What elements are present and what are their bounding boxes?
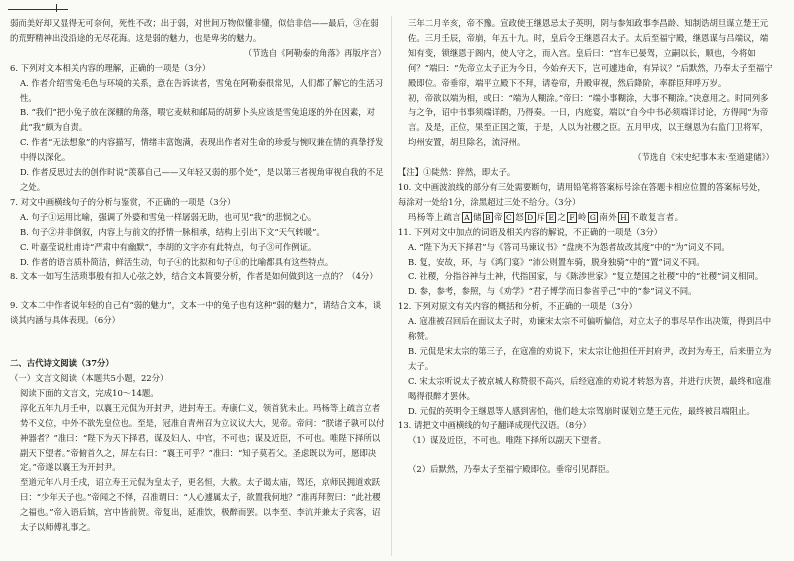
q10-char: 南: [599, 211, 609, 222]
q10-char: 敢复言者。: [639, 211, 684, 222]
q10-char: 斥: [536, 211, 546, 222]
q10-char: 不: [630, 211, 640, 222]
q7-option-a: A. 句子①运用比喻，强调了外婆和雪兔一样孱弱无助，也可见“我”的悲悯之心。: [20, 211, 317, 222]
classical-paragraph-3: 三年二月辛亥，帝不豫。宣政使王继恩忌太子英明，阴与参知政事李昌龄、知制诰胡旦谋立楚王元佐。三月壬辰，帝崩，年五十九。时，皇后令王继恩召太子。太后至福宁殿，继恩谋与吕端议，端知有变，锁继恩于阁内，使人守之，而入宫。皇后曰：“宫车已晏驾，立嗣以长，顺也，今将如何？”端曰：“先帝立太子正为今日，今始弃天下，岂可遽违命，有异议？”后默然，乃奉太子至福宁殿即位。帝垂帘，端平立殿下不拜，请卷帘，升殿审视，然后降阶，率群臣拜呼万岁。: [408, 18, 773, 88]
q10-box-e[interactable]: E: [548, 212, 555, 222]
annotation-note: 【注】①陡然：猝然，即太子。: [398, 167, 516, 178]
q10-char: 岭: [578, 211, 587, 222]
q10-box-f[interactable]: F: [569, 212, 576, 222]
source-citation: （节选自《阿勒泰的角落》再版序言）: [243, 47, 386, 58]
q10-box-c[interactable]: C: [505, 212, 513, 222]
q10-char: 储: [473, 211, 483, 222]
q10-char: 之: [557, 211, 567, 222]
question-8-stem: 8. 文本一如写生活琐事般有扣人心弦之妙，结合文本简要分析，作者是如何做到这一点的？（4分）: [10, 271, 378, 282]
q6-option-d: D. 作者反思过去的创作时说“羡慕自己——又年轻又弱的那个处”，是以第三者视角审视自我的不足之处。: [20, 167, 384, 192]
section-title-classical: 二、古代诗文阅读（37分）: [10, 358, 114, 369]
q6-option-b: B. “我们”把小兔子放在深棚的角落，喂它麦麸和邮局的胡萝卜头应该是雪兔追逐的外在因素，对此“我”颇为自责。: [20, 107, 376, 133]
q10-punctuation-line: [398, 210, 774, 225]
q10-char: 外: [608, 211, 618, 222]
q10-char: 帝: [494, 211, 503, 222]
q10-char: 言: [452, 211, 462, 222]
q6-option-a: A. 作者介绍雪兔毛色与环境的关系，意在告诉读者，雪兔在阿勒泰很常见，人们都了解它的生活习性。: [20, 77, 384, 103]
classical-paragraph-4: 初，帝欲以端为相，或曰：“端为人糊涂。”帝曰：“端小事糊涂，大事不糊涂。”决意用之。时同列多与之争，诏中书事须端详酌，乃得奏。一日，内庭宴，端以“自今中书必须端详讨论，方得闻”为帝言。及是，正位，果至正国之策，于是，人以为社稷之臣。五月甲戌，以王继恩为右监门卫将军，均州安置，胡旦除名，流浔州。: [408, 92, 769, 148]
q11-option-b: B. 复，安故，环，与《鸿门宴》“沛公则置车骑，脱身独骑”中的“置”词义不同。: [408, 256, 705, 267]
q10-char: 怒: [515, 211, 525, 222]
q10-box-g[interactable]: G: [589, 212, 597, 222]
q7-option-b: B. 句子②并非倒叙，内容上与前文的抒情一脉相承，结构上引出下文“天气转暖”。: [20, 226, 325, 237]
right-column: [398, 16, 774, 477]
left-column: [10, 16, 386, 535]
source-citation-2: （节选自《宋史纪事本末·至道建储》）: [633, 152, 774, 163]
question-13-stem: 13. 请把文中画横线的句子翻译成现代汉语。（8分）: [398, 420, 591, 431]
q11-option-a: A. “陛下为天下择君”与《答司马谏议书》“盘庚不为怨者故改其度”中的“为”词义不同。: [408, 241, 730, 252]
subsection-title: （一）文言文阅读（本题共5小题，22分）: [10, 373, 169, 384]
q10-box-b[interactable]: B: [485, 212, 492, 222]
question-11-stem: 11. 下列对文中加点的词语及相关内容的解说，不正确的一项是（3分）: [398, 226, 663, 237]
answer-space-13-1: [398, 448, 774, 462]
top-rule: [0, 0, 794, 14]
question-7-stem: 7. 对文中画横线句子的分析与鉴赏，不正确的一项是（3分）: [10, 196, 236, 207]
classical-paragraph-1: 淳化五年九月壬申，以襄王元侃为开封尹，进封寿王。寿康仁义，领首犹未止。玛杨等上疏言立者势不义位，中外不欲先皇位也。至是，冠准自青州召为立议议大大，见帝。帝问：“朕诸子孰可以付神器者？”准曰：“陛下为天下择君，谋及妇人、中官，不可也；谋及近臣，不可也。唯陛下择所以副天下望者。”帝俯首久之，屏左右曰：“襄王可乎？”准曰：“知子莫若父。圣虑既以为可，愿即决定。”帝遂以襄王为开封尹。: [20, 402, 385, 473]
answer-space-8: [10, 284, 386, 298]
q11-option-c: C. 社稷，分指谷神与土神，代指国家，与《陈涉世家》“复立楚国之社稷”中的“社稷”词义相同。: [408, 271, 764, 282]
q10-box-h[interactable]: H: [620, 212, 628, 222]
rule-line: [8, 9, 68, 10]
answer-space-9: [10, 328, 386, 356]
question-10-stem: 10. 文中画波浪线的部分有三处需要断句，请用铅笔将答案标号涂在答题卡相应位置的答案标号处，每涂对一处给1分，涂黑超过三处不给分。（3分）: [398, 181, 766, 207]
q12-option-c: C. 宋太宗听说太子被京城人称赞很不高兴，后经寇准的劝说才转怒为喜，并进行庆贺，最终和寇准喝得很醉才罢休。: [408, 375, 772, 401]
reading-instruction: 阅读下面的文言文，完成10～14题。: [20, 387, 159, 398]
q7-option-d: D. 作者的语言质朴简洁，鲜活生动，句子④的比拟和句子①的比喻都具有这些特点。: [20, 256, 334, 267]
question-12-stem: 12. 下列对原文有关内容的概括和分析，不正确的一项是（3分）: [398, 301, 638, 312]
q11-option-d: D. 参，参考，参照，与《劝学》“君子博学而日参省乎己”中的“参”词义不同。: [408, 286, 697, 297]
q10-box-a[interactable]: A: [464, 212, 471, 222]
q12-option-d: D. 元侃的英明令王继恩等人感到害怕，他们趁太宗驾崩时谋划立楚王元佐，最终被吕端阻止。: [408, 405, 755, 416]
q12-option-a: A. 寇准被召回后在面议太子时，劝谏宋太宗不可偏听偏信，对立太子的事尽早作出决策，得到吕中称赞。: [408, 316, 772, 342]
question-6-stem: 6. 下列对文本相关内容的理解，正确的一项是（3分）: [10, 62, 211, 73]
question-9-stem: 9. 文本二中作者说年轻的自己有“弱的魅力”，文本一中的兔子也有这种“弱的魅力”，请结合文本，谈谈其内涵与具体表现。（6分）: [10, 300, 382, 326]
q6-option-c: C. 作者“无法想象”的内容描写，情绪丰富饱满，表现出作者对生命的珍爱与惋叹兼在情的真挚抒发中得以深化。: [20, 137, 384, 163]
classical-paragraph-2: 至道元年八月壬戌，诏立寿王元侃为皇太子，更名恒，大赦。太子谒太庙，驾还，京师民拥道欢跃曰：“少年天子也。”帝闻之不怿，召准谓曰：“人心遽属太子，欲置我何地？”准再拜贺曰：“此社稷之福也。”帝入语后嫔，宫中皆前贺。帝复出，延准饮，极醉而罢。以李至、李沆并兼太子宾客，诏太子以师傅礼事之。: [20, 477, 381, 533]
q13-item-2: （2）后默然，乃奉太子至福宁殿即位。垂帘引见群臣。: [408, 464, 615, 475]
q12-option-b: B. 元侃是宋太宗的第三子，在寇准的劝说下，宋太宗让他担任开封府尹，改封为寿王，后来册立为太子。: [408, 345, 772, 371]
passage-tail: 弱而美好却又显得无可奈何，死性不改；出于弱，对世间万物似懂非懂，似信非信——最后，③在弱的荒野精神出没沿途的无尽花海。这是弱的魅力，也是卑劣的魅力。: [10, 18, 379, 43]
q10-box-d[interactable]: D: [527, 212, 534, 222]
q10-line-start: 玛杨等上疏: [408, 211, 453, 222]
column-divider: [391, 16, 392, 556]
q7-option-c: C. 叶嘉莹说杜甫诗“严肃中有幽默”，李胡的文字亦有此特点，句子③可作例证。: [20, 241, 317, 252]
q13-item-1: （1）谋及近臣，不可也。唯陛下择所以副天下望者。: [408, 435, 606, 446]
rule-tick: [56, 4, 57, 12]
